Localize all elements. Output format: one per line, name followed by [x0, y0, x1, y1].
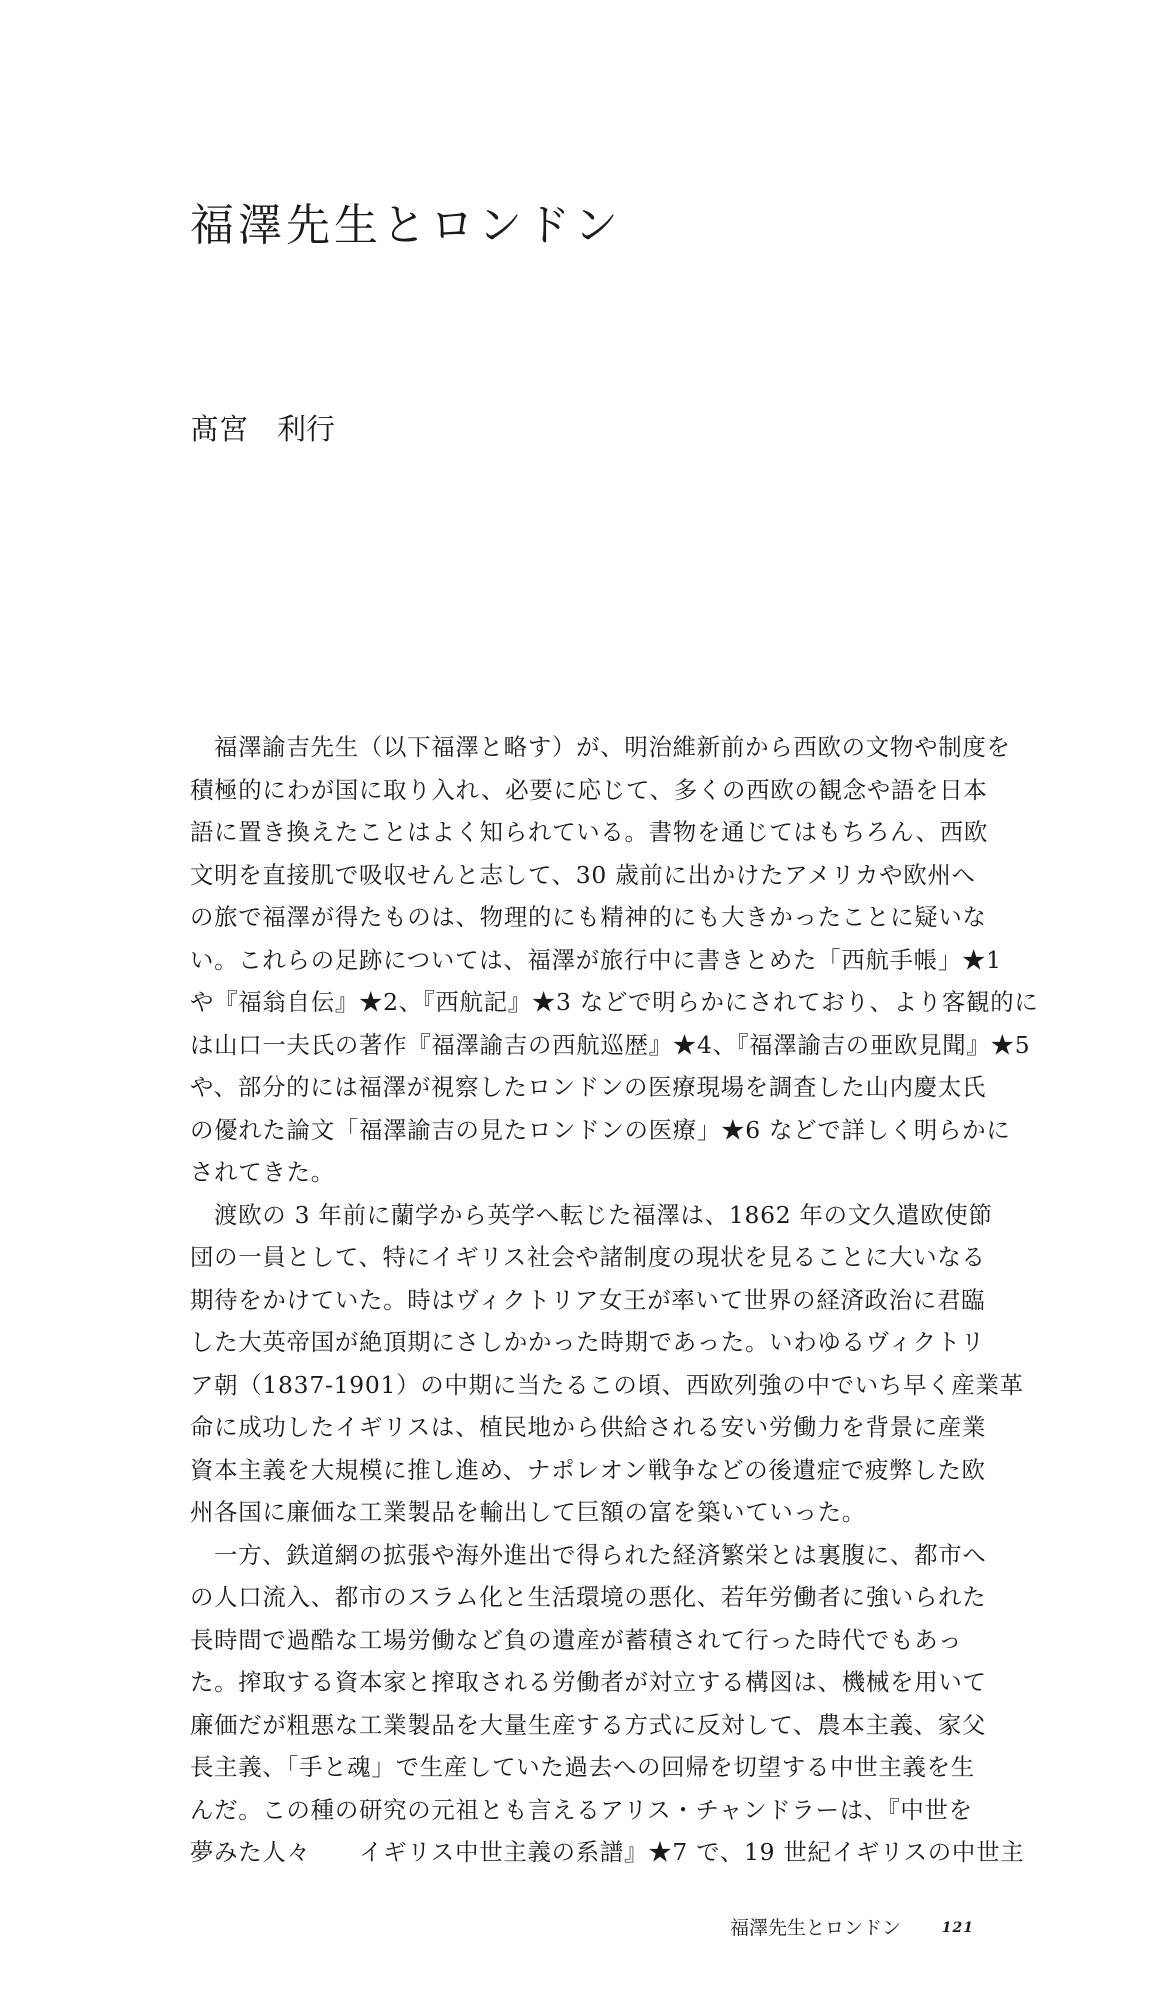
body-line: 福澤諭吉先生（以下福澤と略す）が、明治維新前から西欧の文物や制度を	[214, 733, 1011, 761]
body-line: 渡欧の 3 年前に蘭学から英学へ転じた福澤は、1862 年の文久遣欧使節	[214, 1200, 993, 1229]
article-body	[190, 726, 1039, 1874]
body-line: や『福翁自伝』★2、『西航記』★3 などで明らかにされており、より客観的に	[190, 988, 1039, 1016]
body-line: の旅で福澤が得たものは、物理的にも精神的にも大きかったことに疑いな	[190, 903, 987, 931]
body-line: の優れた論文「福澤諭吉の見たロンドンの医療」★6 などで詳しく明らかに	[190, 1115, 1011, 1144]
body-line: や、部分的には福澤が視察したロンドンの医療現場を調査した山内慶太氏	[190, 1073, 987, 1101]
body-line: の人口流入、都市のスラム化と生活環境の悪化、若年労働者に強いられた	[190, 1583, 987, 1611]
body-line: 資本主義を大規模に推し進め、ナポレオン戦争などの後遺症で疲弊した欧	[190, 1455, 986, 1484]
body-line: んだ。この種の研究の元祖とも言えるアリス・チャンドラーは、『中世を	[190, 1795, 973, 1824]
body-line: ア朝（1837-1901）の中期に当たるこの頃、西欧列強の中でいち早く産業革	[190, 1370, 1024, 1399]
body-line: い。これらの足跡については、福澤が旅行中に書きとめた「西航手帳」★1	[190, 945, 1002, 974]
body-line: されてきた。	[190, 1158, 335, 1186]
running-title: 福澤先生とロンドン	[730, 1917, 902, 1939]
body-line: 団の一員として、特にイギリス社会や諸制度の現状を見ることに大いなる	[190, 1243, 986, 1271]
body-line: は山口一夫氏の著作『福澤諭吉の西航巡歴』★4、『福澤諭吉の亜欧見聞』★5	[190, 1030, 1031, 1059]
page-footer	[730, 1913, 980, 1943]
body-line: 命に成功したイギリスは、植民地から供給される安い労働力を背景に産業	[190, 1413, 987, 1441]
article-title: 福澤先生とロンドン	[190, 200, 622, 251]
body-line: 州各国に廉価な工業製品を輸出して巨額の富を築いていった。	[190, 1498, 866, 1526]
body-line: 長時間で過酷な工場労働など負の遺産が蓄積されて行った時代でもあっ	[190, 1625, 963, 1654]
body-line: 積極的にわが国に取り入れ、必要に応じて、多くの西欧の観念や語を日本	[190, 775, 988, 804]
page-number: 121	[941, 1920, 974, 1936]
body-line: 一方、鉄道網の拡張や海外進出で得られた経済繁栄とは裏腹に、都市へ	[214, 1540, 987, 1569]
body-line: 期待をかけていた。時はヴィクトリア女王が率いて世界の経済政治に君臨	[190, 1285, 986, 1314]
body-line: た。搾取する資本家と搾取される労働者が対立する構図は、機械を用いて	[190, 1668, 987, 1696]
author-name: 髙宮 利行	[190, 412, 336, 446]
body-line: 夢みた人々 イギリス中世主義の系譜』★7 で、19 世紀イギリスの中世主	[190, 1838, 1025, 1866]
body-line: 文明を直接肌で吸収せんと志して、30 歳前に出かけたアメリカや欧州へ	[190, 860, 976, 889]
body-line: 長主義、「手と魂」で生産していた過去への回帰を切望する中世主義を生	[190, 1753, 975, 1781]
body-line: 廉価だが粗悪な工業製品を大量生産する方式に反対して、農本主義、家父	[190, 1710, 987, 1739]
body-line: した大英帝国が絶頂期にさしかかった時期であった。いわゆるヴィクトリ	[190, 1328, 985, 1356]
body-line: 語に置き換えたことはよく知られている。書物を通じてはもちろん、西欧	[190, 818, 989, 846]
